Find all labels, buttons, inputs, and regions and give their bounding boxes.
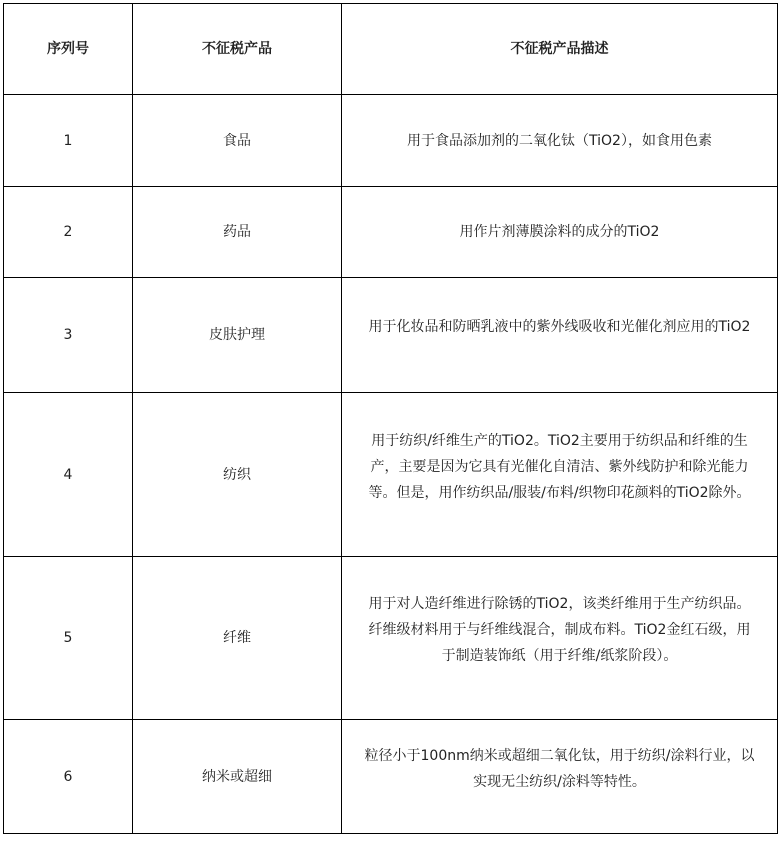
tax-exempt-products-table (3, 3, 778, 834)
row-index: 1 (4, 95, 133, 187)
table-row (4, 557, 778, 720)
row-product: 药品 (133, 187, 342, 278)
header-row (4, 4, 778, 95)
row-product: 纤维 (133, 557, 342, 720)
row-description-text: 用于对人造纤维进行除锈的TiO2，该类纤维用于生产纺织品。纤维级材料用于与纤维线混合，制成布料。TiO2金红石级，用于制造装饰纸（用于纤维/纸浆阶段）。 (368, 596, 751, 664)
table-row (4, 95, 778, 187)
row-product: 纳米或超细 (133, 720, 342, 834)
row-description (342, 187, 778, 278)
header-product: 不征税产品 (133, 4, 342, 95)
row-index: 3 (4, 278, 133, 393)
row-index: 2 (4, 187, 133, 278)
row-description-text: 粒径小于100nm纳米或超细二氧化钛，用于纺织/涂料行业，以实现无尘纺织/涂料等特性。 (364, 747, 755, 790)
row-index: 5 (4, 557, 133, 720)
header-description: 不征税产品描述 (342, 4, 778, 95)
table-row (4, 393, 778, 557)
row-product: 食品 (133, 95, 342, 187)
header-index: 序列号 (4, 4, 133, 95)
row-description-text: 用作片剂薄膜涂料的成分的TiO2 (459, 224, 660, 240)
row-description (342, 95, 778, 187)
table-row (4, 187, 778, 278)
row-product: 皮肤护理 (133, 278, 342, 393)
row-description-text: 用于食品添加剂的二氧化钛（TiO2），如食用色素 (407, 132, 712, 149)
row-description (342, 393, 778, 557)
row-index: 4 (4, 393, 133, 557)
row-index: 6 (4, 720, 133, 834)
row-description-text: 用于化妆品和防晒乳液中的紫外线吸收和光催化剂应用的TiO2 (368, 319, 751, 335)
row-product: 纺织 (133, 393, 342, 557)
row-description (342, 278, 778, 393)
table-row (4, 720, 778, 834)
row-description (342, 720, 778, 834)
table-row (4, 278, 778, 393)
row-description-text: 用于纺织/纤维生产的TiO2。TiO2主要用于纺织品和纤维的生产，主要是因为它具有光催化自清洁、紫外线防护和除光能力等。但是，用作纺织品/服装/布料/织物印花颜料的TiO2除外。 (368, 432, 751, 501)
row-description (342, 557, 778, 720)
